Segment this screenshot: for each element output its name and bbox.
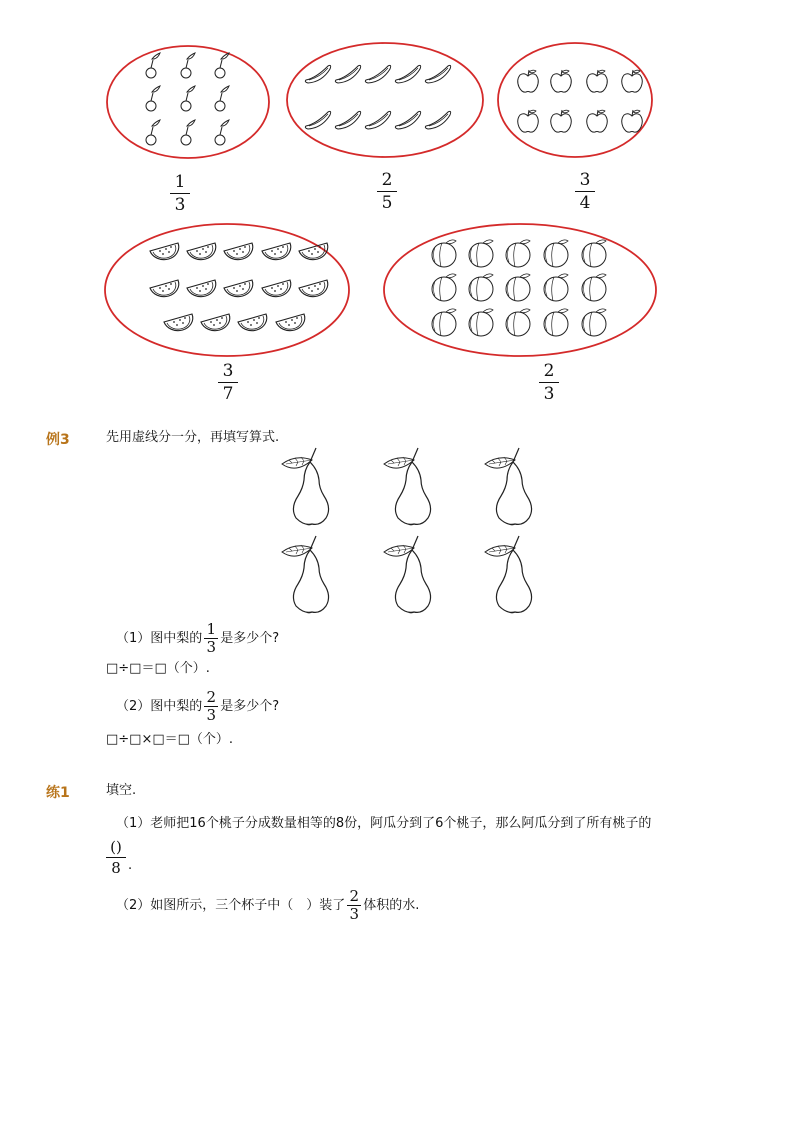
peach-icon-group bbox=[432, 240, 606, 336]
watermelon-oval bbox=[105, 224, 349, 356]
blank-fraction[interactable]: () 8 bbox=[106, 838, 126, 877]
practice-question-2: （2）如图所示，三个杯子中（ ）装了 $\frac{2}{3}$ 体积的水. bbox=[116, 887, 420, 923]
denominator: 7 bbox=[222, 384, 234, 404]
apple-icon-group bbox=[518, 70, 643, 132]
practice-question-1: （1）老师把16个桃子分成数量相等的8份，阿瓜分到了6个桃子，那么阿瓜分到了所有桃子的 bbox=[116, 816, 652, 831]
question-1: （1）图中梨的 $\frac{1}{3}$ 是多少个? bbox=[116, 620, 280, 656]
practice-instruction: 填空. bbox=[106, 783, 137, 798]
numerator: 1 bbox=[174, 172, 186, 192]
inline-fraction: $\frac{2}{3}$ bbox=[204, 690, 218, 723]
fraction-label-banana bbox=[375, 170, 399, 213]
formula-1[interactable]: □÷□＝□（个）. bbox=[106, 661, 210, 676]
fraction-fruit-figure bbox=[0, 0, 800, 420]
cherry-icon-group bbox=[146, 53, 229, 145]
numerator: 2 bbox=[381, 170, 393, 190]
watermelon-icon-group bbox=[150, 243, 328, 331]
fraction-label-peach bbox=[537, 361, 561, 404]
banana-oval bbox=[287, 43, 483, 157]
pear-icon-group bbox=[282, 448, 532, 613]
denominator: 4 bbox=[579, 193, 591, 213]
cherry-oval bbox=[107, 46, 269, 158]
numerator: 3 bbox=[222, 361, 234, 381]
practice-tag: 练1 bbox=[46, 785, 70, 801]
fraction-label-watermelon bbox=[216, 361, 240, 404]
formula-2[interactable]: □÷□×□＝□（个）. bbox=[106, 732, 234, 747]
denominator: 5 bbox=[381, 193, 393, 213]
inline-fraction: $\frac{1}{3}$ bbox=[204, 622, 218, 655]
practice-question-1-end: . bbox=[128, 858, 133, 873]
denominator: 3 bbox=[543, 384, 555, 404]
example-instruction: 先用虚线分一分，再填写算式. bbox=[106, 430, 280, 445]
inline-fraction: $\frac{2}{3}$ bbox=[347, 889, 361, 922]
question-2: （2）图中梨的 $\frac{2}{3}$ 是多少个? bbox=[116, 688, 280, 724]
numerator: 3 bbox=[579, 170, 591, 190]
apple-oval bbox=[498, 43, 652, 157]
numerator: 2 bbox=[543, 361, 555, 381]
banana-icon-group bbox=[305, 65, 450, 129]
fraction-label-apple bbox=[573, 170, 597, 213]
denominator: 3 bbox=[174, 195, 186, 215]
example-tag: 例3 bbox=[46, 432, 70, 448]
fraction-label-cherry bbox=[168, 172, 192, 215]
